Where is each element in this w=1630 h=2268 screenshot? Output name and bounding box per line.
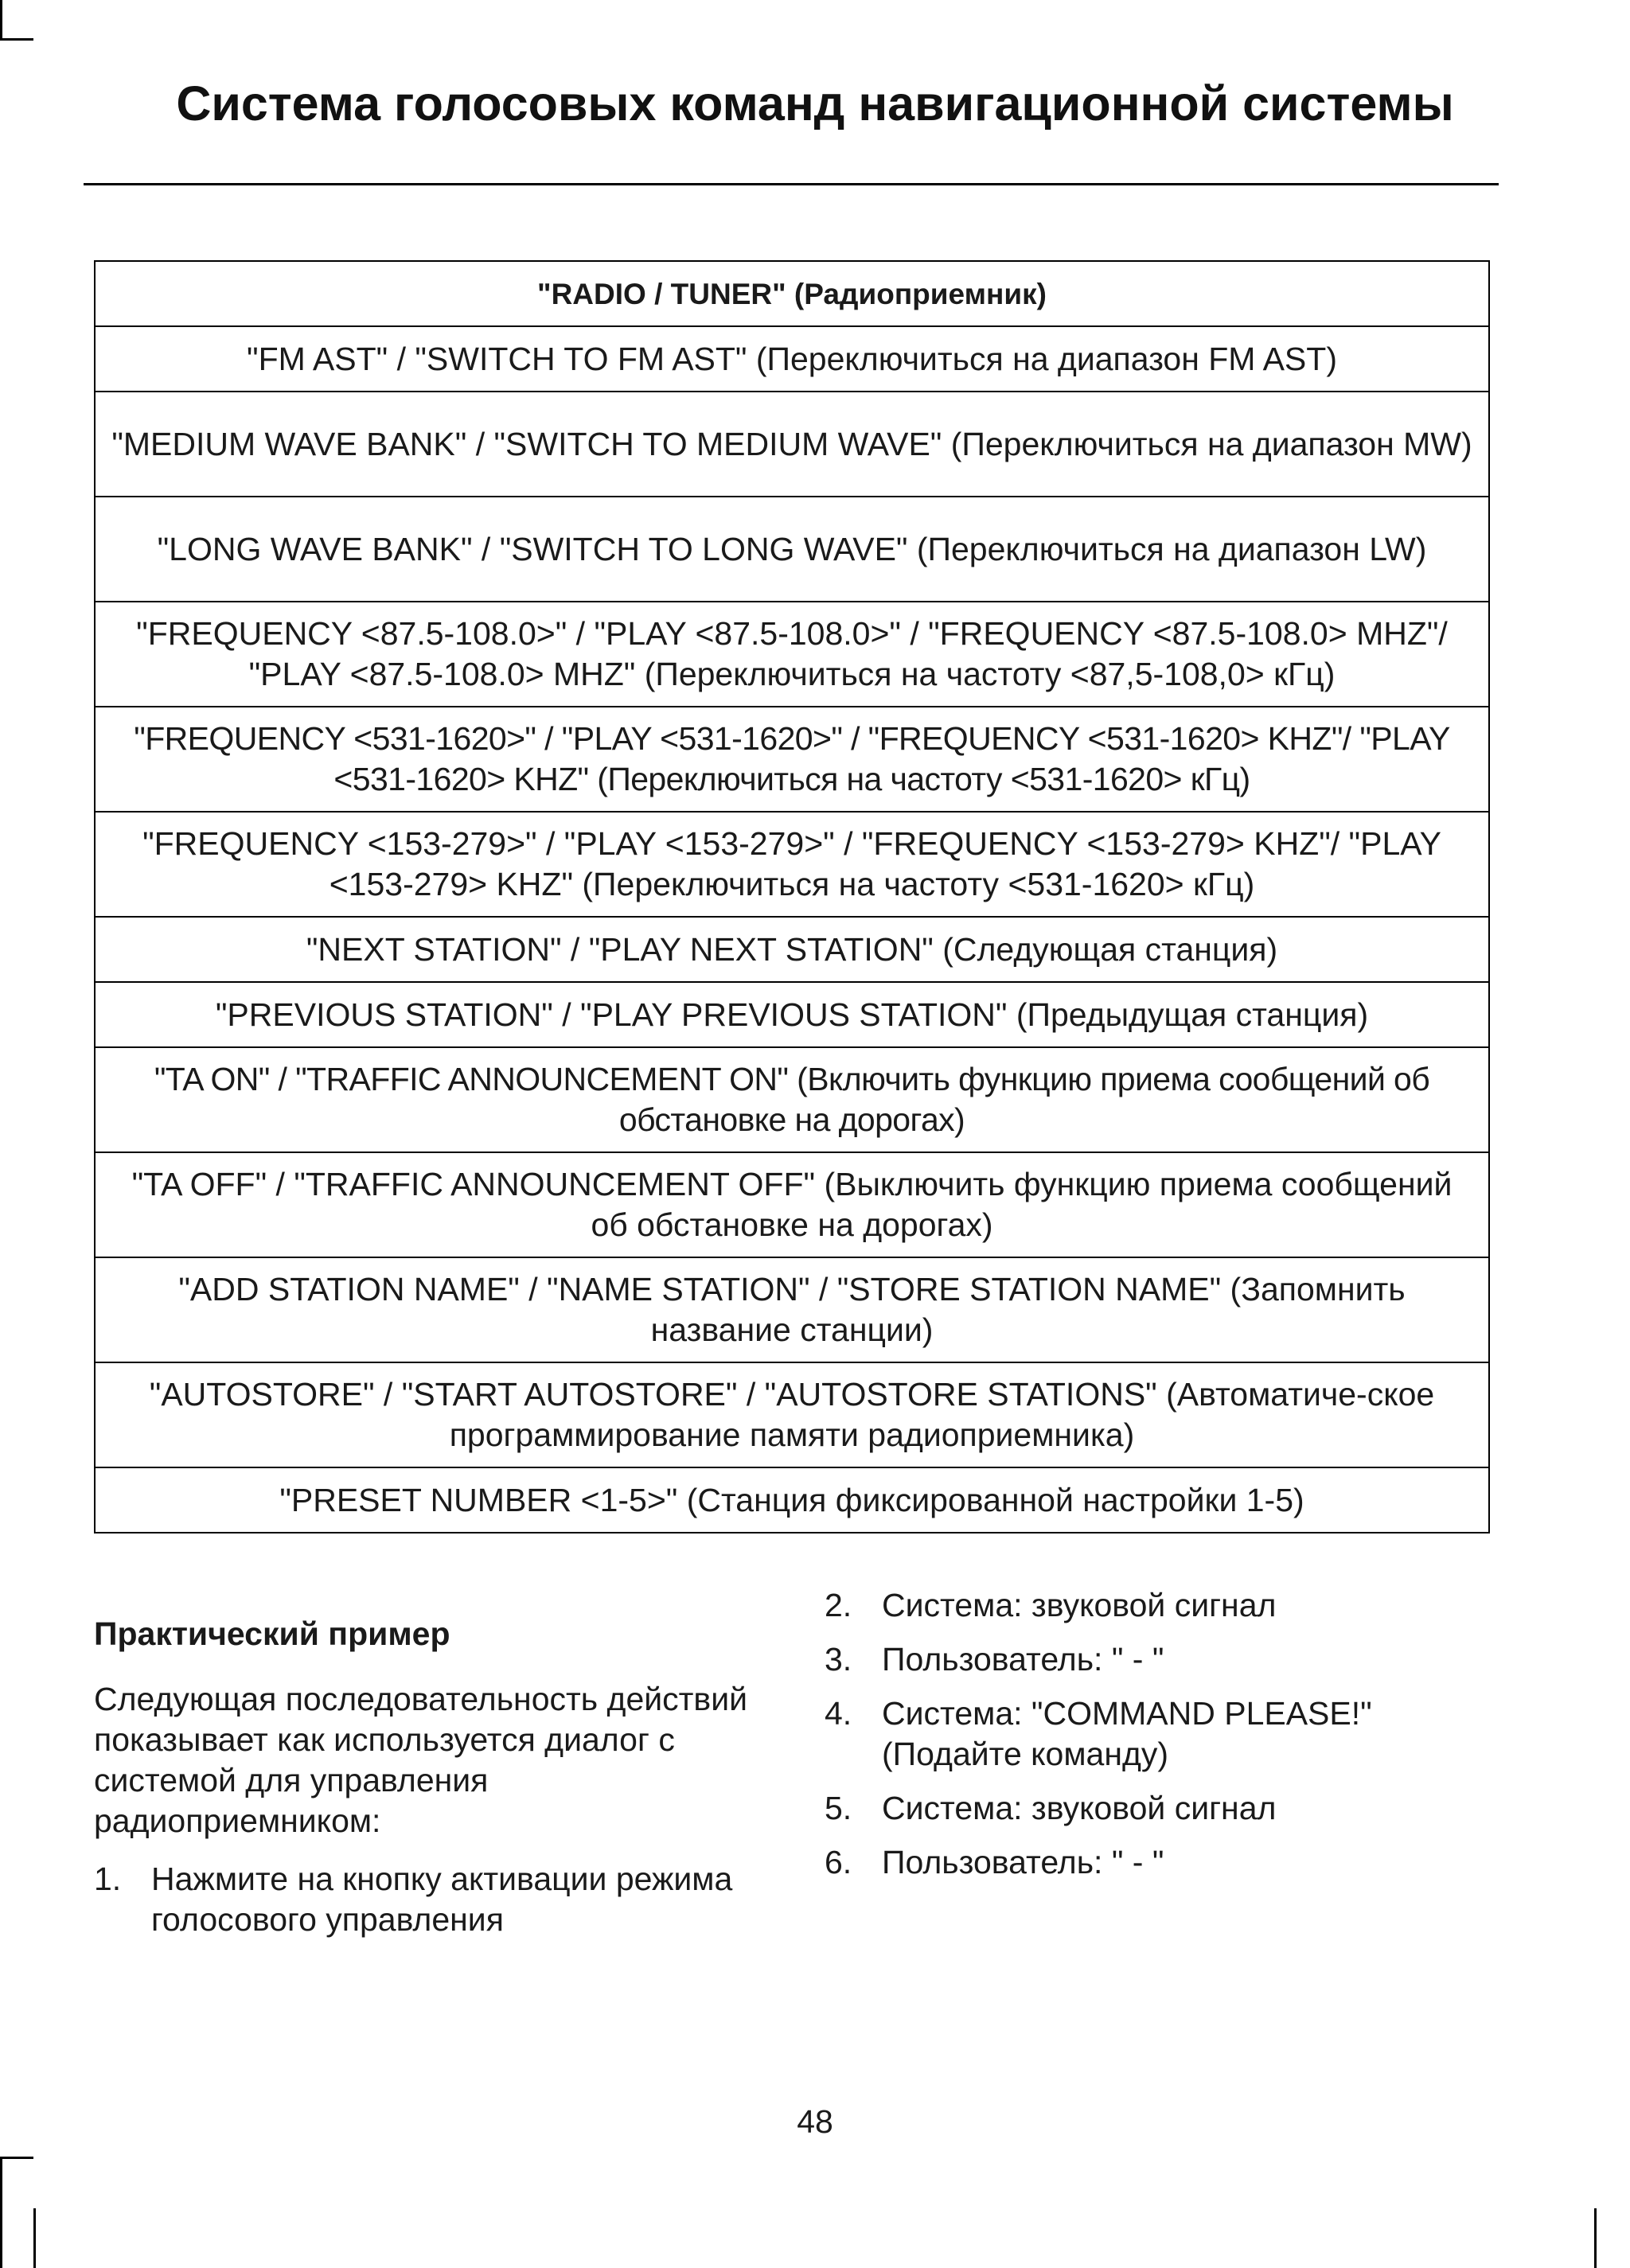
title-divider [84, 183, 1499, 185]
list-item [825, 1585, 1509, 1626]
list-item [825, 1639, 1509, 1680]
voice-command-table [94, 260, 1490, 1533]
table-row [95, 1467, 1489, 1533]
table-row [95, 392, 1489, 497]
table-cell: "NEXT STATION" / "PLAY NEXT STATION" (Следующая станция) [95, 917, 1489, 982]
step-number: 3. [825, 1641, 852, 1678]
table-row [95, 1257, 1489, 1362]
list-item [825, 1788, 1509, 1829]
crop-mark [0, 38, 33, 41]
step-text: Система: звуковой сигнал [882, 1587, 1277, 1623]
table-row [95, 812, 1489, 917]
table-row [95, 917, 1489, 982]
table-cell: "TA OFF" / "TRAFFIC ANNOUNCEMENT OFF" (Выключить функцию приема сообщений об обстановке на дорогах) [95, 1152, 1489, 1257]
page-title: Система голосовых команд навигационной системы [176, 76, 1454, 131]
steps-list-continued [825, 1585, 1509, 1883]
step-text: Пользователь: " - " [882, 1641, 1164, 1678]
step-text: Система: "COMMAND PLEASE!" (Подайте команду) [882, 1695, 1372, 1772]
step-text: Нажмите на кнопку активации режима голосового управления [151, 1861, 733, 1938]
table-header-row [95, 261, 1489, 326]
step-number: 5. [825, 1790, 852, 1826]
table-cell: "TA ON" / "TRAFFIC ANNOUNCEMENT ON" (Включить функцию приема сообщений об обстановке на дорогах) [95, 1047, 1489, 1152]
list-item [94, 1859, 770, 1940]
example-right-column [825, 1585, 1509, 1896]
step-number: 4. [825, 1695, 852, 1732]
table-cell: "AUTOSTORE" / "START AUTOSTORE" / "AUTOSTORE STATIONS" (Автоматиче-ское программирование памяти радиоприемника) [95, 1362, 1489, 1467]
table-cell: "FREQUENCY <531-1620>" / "PLAY <531-1620>" / "FREQUENCY <531-1620> KHZ"/ "PLAY <531-1620> KHZ" (Переключиться на частоту <531-1620> кГц) [95, 707, 1489, 812]
intro-paragraph: Следующая последовательность действий показывает как используется диалог с системой для управления радиоприемником: [94, 1681, 748, 1839]
step-number: 1. [94, 1861, 122, 1897]
crop-mark [0, 0, 2, 40]
table-header: "RADIO / TUNER" (Радиоприемник) [95, 261, 1489, 326]
table-cell: "LONG WAVE BANK" / "SWITCH TO LONG WAVE" (Переключиться на диапазон LW) [95, 497, 1489, 602]
table-cell: "ADD STATION NAME" / "NAME STATION" / "STORE STATION NAME" (Запомнить название станции) [95, 1257, 1489, 1362]
list-item [825, 1842, 1509, 1883]
table-cell: "FREQUENCY <153-279>" / "PLAY <153-279>" / "FREQUENCY <153-279> KHZ"/ "PLAY <153-279> KHZ" (Переключиться на частоту <531-1620> кГц) [95, 812, 1489, 917]
crop-mark [33, 2208, 36, 2268]
table-row [95, 602, 1489, 707]
step-number: 6. [825, 1844, 852, 1880]
table-row [95, 1152, 1489, 1257]
table-row [95, 707, 1489, 812]
table-row [95, 326, 1489, 392]
table-cell: "FM AST" / "SWITCH TO FM AST" (Переключиться на диапазон FM AST) [95, 326, 1489, 392]
list-item [825, 1693, 1509, 1775]
step-number: 2. [825, 1587, 852, 1623]
table-cell: "PREVIOUS STATION" / "PLAY PREVIOUS STATION" (Предыдущая станция) [95, 982, 1489, 1047]
section-heading: Практический пример [94, 1615, 450, 1652]
crop-mark [1594, 2208, 1597, 2268]
example-left-column [94, 1614, 770, 1954]
table-cell: "FREQUENCY <87.5-108.0>" / "PLAY <87.5-108.0>" / "FREQUENCY <87.5-108.0> MHZ"/ "PLAY <87.5-108.0> MHZ" (Переключиться на частоту <87,5-108,0> кГц) [95, 602, 1489, 707]
page-number: 48 [797, 2103, 833, 2140]
step-text: Пользователь: " - " [882, 1844, 1164, 1880]
table-row [95, 1362, 1489, 1467]
crop-mark [0, 2157, 2, 2268]
table-cell: "MEDIUM WAVE BANK" / "SWITCH TO MEDIUM WAVE" (Переключиться на диапазон MW) [95, 392, 1489, 497]
table-row [95, 497, 1489, 602]
table-row [95, 982, 1489, 1047]
table-cell: "PRESET NUMBER <1-5>" (Станция фиксированной настройки 1-5) [95, 1467, 1489, 1533]
crop-mark [0, 2157, 33, 2159]
steps-list [94, 1859, 770, 1940]
step-text: Система: звуковой сигнал [882, 1790, 1277, 1826]
table-row [95, 1047, 1489, 1152]
